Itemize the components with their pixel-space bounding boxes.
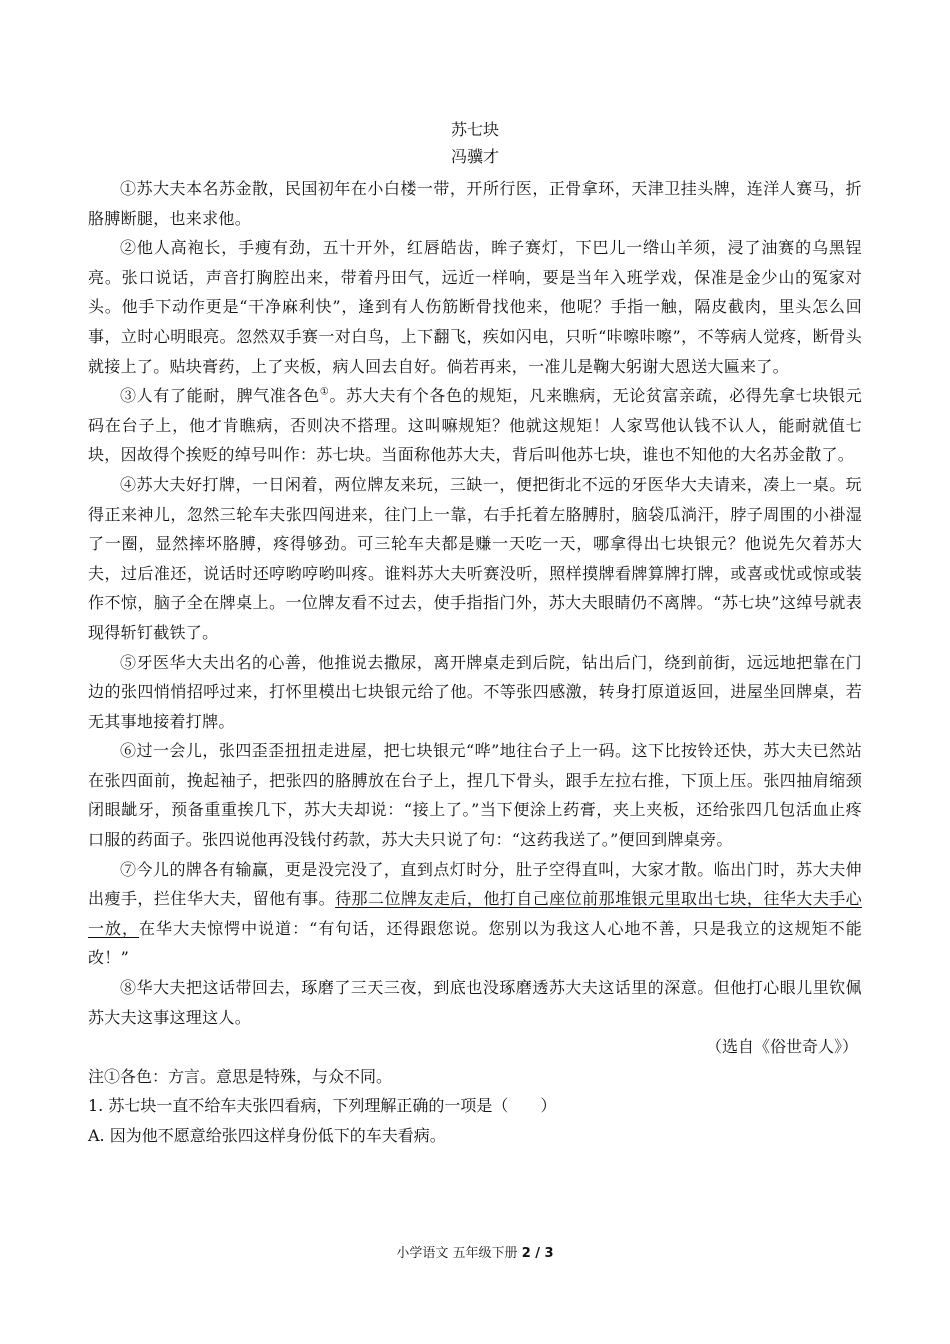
document-page [88,116,862,1151]
paragraph-7-start: ⑦今儿的牌各有输赢，更是没完没了，直到点灯时分，肚子空得直叫，大家才散。临出门时，苏大夫伸出瘦手，拦住华大夫，留他有事。 [88,859,862,909]
page-number: 2 / 3 [521,1246,554,1261]
paragraph-8: ⑧华大夫把这话带回去，琢磨了三天三夜，到底也没琢磨透苏大夫这话里的深意。但他打心眼儿里钦佩苏大夫这事这理这人。 [88,978,862,1027]
paragraph-4: ④苏大夫好打牌，一日闲着，两位牌友来玩，三缺一，便把街北不远的牙医华大夫请来，凑上一桌。玩得正来神儿，忽然三轮车夫张四闯进来，往门上一靠，右手托着左胳膊肘，脑袋瓜淌汗，脖子周围的小褂湿了一圈，显然摔坏胳膊，疼得够劲。可三轮车夫都是赚一天吃一天，哪拿得出七块银元？他说先欠着苏大夫，过后准还，说话时还哼哟哼哟叫疼。谁料苏大夫听赛没听，照样摸牌看牌算牌打牌，或喜或忧或惊或装作不惊，脑子全在牌桌上。一位牌友看不过去，使手指指门外，苏大夫眼睛仍不离牌。“苏七块”这绰号就表现得斩钉截铁了。 [88,474,862,642]
paragraph-1: ①苏大夫本名苏金散，民国初年在小白楼一带，开所行医，正骨拿环，天津卫挂头牌，连洋人赛马，折胳膊断腿，也来求他。 [88,179,862,228]
paragraph-3-start: ③人有了能耐，脾气准各色 [120,386,320,406]
source-citation: （选自《俗世奇人》） [705,1037,858,1057]
paragraph-6: ⑥过一会儿，张四歪歪扭扭走进屋，把七块银元“哗”地往台子上一码。这下比按铃还快，苏大夫已然站在张四面前，挽起袖子，把张四的胳膊放在台子上，捏几下骨头，跟手左拉右推，下顶上压。张四抽肩缩颈闭眼龇牙，预备重重挨几下，苏大夫却说：“接上了。”当下便涂上药膏，夹上夹板，还给张四几包活血止疼口服的药面子。张四说他再没钱付药款，苏大夫只说了句：“这药我送了。”便回到牌桌旁。 [88,741,862,850]
article-author: 冯骥才 [450,147,499,166]
footer-text: 小学语文 五年级下册 [396,1246,522,1261]
paragraph-2: ②他人高袍长，手瘦有劲，五十开外，红唇皓齿，眸子赛灯，下巴儿一绺山羊须，浸了油赛的乌黑锃亮。张口说话，声音打胸腔出来，带着丹田气，远近一样响，要是当年入班学戏，保准是金少山的冤家对头。他手下动作更是“干净麻利快”，逢到有人伤筋断骨找他来，他呢？手指一触，隔皮截肉，里头怎么回事，立时心明眼亮。忽然双手赛一对白鸟，上下翻飞，疾如闪电，只听“咔嚓咔嚓”，不等病人觉疼，断骨头就接上了。贴块膏药，上了夹板，病人回去自好。倘若再来，一准儿是鞠大躬谢大恩送大匾来了。 [88,238,862,376]
article-title: 苏七块 [450,120,499,139]
footnote-marker: ① [319,386,330,398]
paragraph-5: ⑤牙医华大夫出名的心善，他推说去撒尿，离开牌桌走到后院，钻出后门，绕到前街，远远地把靠在门边的张四悄悄招呼过来，打怀里模出七块银元给了他。不等张四感激，转身打原道返回，进屋坐回牌桌，若无其事地接着打牌。 [88,652,862,731]
paragraph-3 [88,381,862,470]
question-1: 1. 苏七块一直不给车夫张四看病，下列理解正确的一项是（ ） [88,1096,557,1116]
paragraph-7-rest: 在华大夫惊愕中说道：“有句话，还得跟您说。您别以为我这人心地不善，只是我立的这规矩不能改！” [88,918,862,968]
question-1-option-a: A. 因为他不愿意给张四这样身份低下的车夫看病。 [88,1126,446,1145]
underlined-sentence: 待那二位牌友走后，他打自己座位前那堆银元里取出七块，往华大夫手心一放， [88,889,862,938]
paragraph-7 [88,855,862,973]
footnote: 注①各色：方言。意思是特殊，与众不同。 [88,1066,393,1086]
paragraph-3-rest: 。苏大夫有个各色的规矩，凡来瞧病，无论贫富亲疏，必得先拿七块银元码在台子上，他才肯瞧病，否则决不搭理。这叫嘛规矩？他就这规矩！人家骂他认钱不认人，能耐就值七块，因故得个挨贬的绰号叫作：苏七块。当面称他苏大夫，背后叫他苏七块，谁也不知他的大名苏金散了。 [88,386,863,465]
page-footer [0,1244,950,1264]
